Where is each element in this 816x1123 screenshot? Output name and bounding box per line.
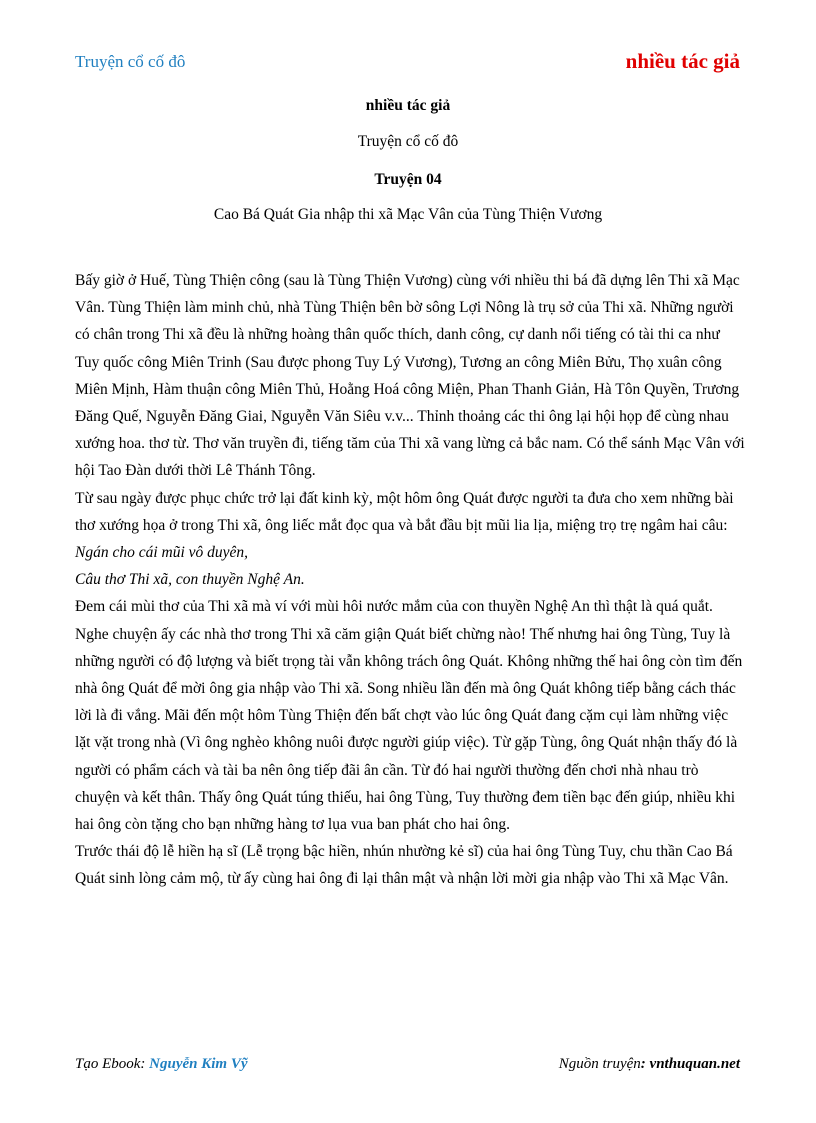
body-paragraph: Trước thái độ lễ hiền hạ sĩ (Lễ trọng bậc hiền, nhún nhường kẻ sĩ) của hai ông Tùng Tuy, chu thần Cao Bá Quát sinh lòng cảm mộ, từ ấy cùng hai ông đi lại thân mật và nhận lời mời gia nhập vào Thi xã Mạc Vân. bbox=[75, 843, 733, 888]
footer-ebook-separator: : bbox=[140, 1056, 150, 1072]
title-collection: Truyện cổ cố đô bbox=[357, 133, 459, 150]
footer-ebook-author: Nguyễn Kim Vỹ bbox=[149, 1056, 248, 1072]
story-body bbox=[75, 267, 747, 893]
title-story-number: Truyện 04 bbox=[374, 171, 442, 188]
footer-source-label: Nguồn truyện bbox=[558, 1056, 641, 1072]
body-paragraph: Từ sau ngày được phục chức trở lại đất kinh kỳ, một hôm ông Quát được người ta đưa cho xem những bài thơ xướng họa ở trong Thi xã, ông liếc mắt đọc qua và bắt đầu bịt mũi lia lịa, miệng trọ trẹ ngâm hai câu: bbox=[75, 489, 734, 534]
footer-ebook-credit bbox=[75, 1056, 248, 1073]
body-paragraph: Đem cái mùi thơ của Thi xã mà ví với mùi hôi nước mắm của con thuyền Nghệ An thì thật là quá quắt. Nghe chuyện ấy các nhà thơ trong Thi xã căm giận Quát biết chừng nào! Thế nhưng hai ông Tùng, Tuy là những người có độ lượng và biết trọng tài vẫn không trách ông Quát. Không những thế hai ông còn tìm đến nhà ông Quát để mời ông gia nhập vào Thi xã. Song nhiều lần đến mà ông Quát không tiếp bằng cách thác lời là đi vắng. Mãi đến một hôm Tùng Thiện đến bất chợt vào lúc ông Quát đang cặm cụi làm những việc lặt vặt trong nhà (Vì ông nghèo không nuôi được người giúp việc). Từ gặp Tùng, ông Quát nhận thấy đó là người có phẩm cách và tài ba nên ông tiếp đãi ân cần. Từ đó hai người thường đến chơi nhà nhau trò chuyện và kết thân. Thấy ông Quát túng thiếu, hai ông Tùng, Tuy thường đem tiền bạc đến giúp, nhiều khi hai ông còn tặng cho bạn những hàng tơ lụa vua ban phát cho hai ông. bbox=[75, 598, 743, 834]
footer-source-credit bbox=[559, 1056, 740, 1073]
footer-source-separator: : bbox=[640, 1056, 650, 1072]
body-paragraph: Bấy giờ ở Huế, Tùng Thiện công (sau là Tùng Thiện Vương) cùng với nhiều thi bá đã dựng lên Thi xã Mạc Vân. Tùng Thiện làm minh chủ, nhà Tùng Thiện bên bờ sông Lợi Nông là trụ sở của Thi xã. Những người có chân trong Thi xã đều là những hoàng thân quốc thích, danh công, cự danh nổi tiếng có tài thi ca như Tuy quốc công Miên Trinh (Sau được phong Tuy Lý Vương), Tương an công Miên Bửu, Thọ xuân công Miên Mịnh, Hàm thuận công Miên Thủ, Hoằng Hoá công Miện, Phan Thanh Giản, Hà Tôn Quyền, Trương Đăng Quế, Nguyễn Đăng Giai, Nguyễn Văn Siêu v.v... Thỉnh thoảng các thi ông lại hội họp để cùng nhau xướng hoa. thơ từ. Thơ văn truyền đi, tiếng tăm của Thi xã vang lừng cả bắc nam. Có thể sánh Mạc Vân với hội Tao Đàn dưới thời Lê Thánh Tông. bbox=[75, 272, 745, 480]
poem-line: Câu thơ Thi xã, con thuyền Nghệ An. bbox=[75, 571, 305, 589]
footer-source-site: vnthuquan.net bbox=[649, 1056, 740, 1072]
header-author: nhiều tác giả bbox=[625, 49, 740, 73]
footer-ebook-label: Tạo Ebook bbox=[75, 1056, 141, 1072]
header-collection-title: Truyện cổ cố đô bbox=[75, 52, 186, 71]
poem-line: Ngán cho cái mũi vô duyên, bbox=[75, 544, 249, 562]
title-story-title: Cao Bá Quát Gia nhập thi xã Mạc Vân của Tùng Thiện Vương bbox=[213, 206, 603, 223]
title-author: nhiều tác giả bbox=[365, 97, 451, 114]
